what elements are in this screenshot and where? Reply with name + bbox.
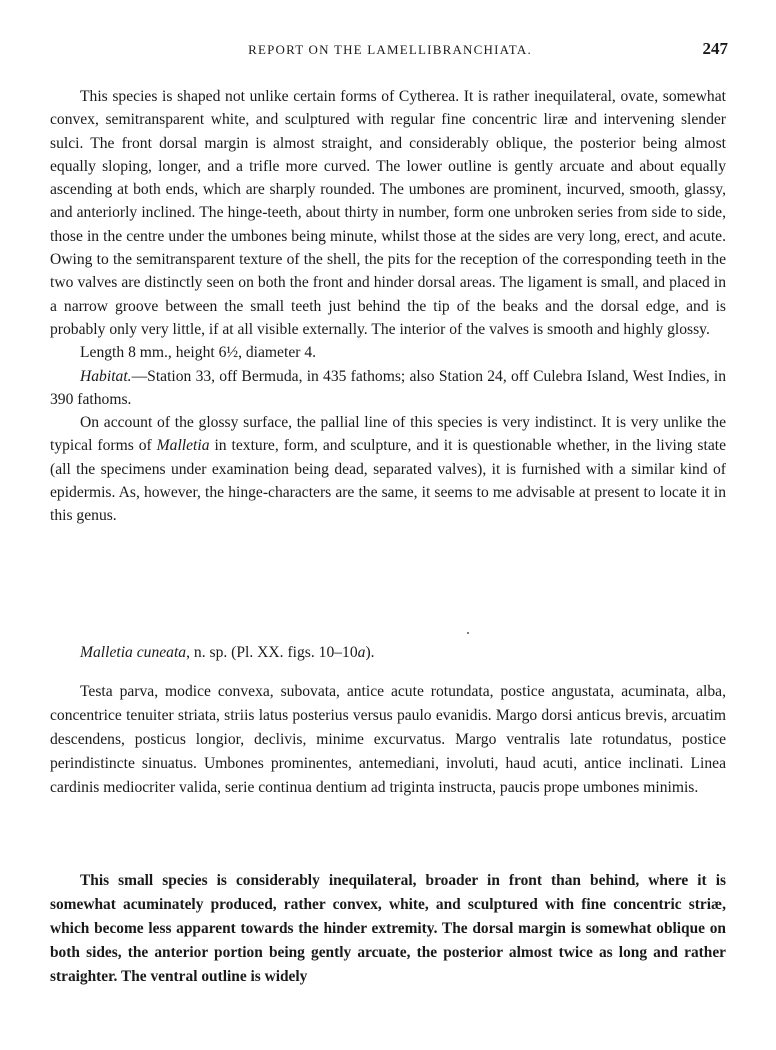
remarks-part1: On account of the glossy surface, the pallial line of this species is very indistinct. It is very unlike the typical forms of — [50, 414, 726, 455]
english-description-block — [50, 869, 726, 989]
habitat-text: —Station 33, off Bermuda, in 435 fathoms; also Station 24, off Culebra Island, West Indies, in 390 fathoms. — [50, 367, 726, 408]
habitat-paragraph — [50, 365, 726, 412]
species-close: ). — [365, 644, 375, 661]
remarks-part2: in texture, form, and sculpture, and it is questionable whether, in the living state (all the specimens under examination being dead, separated valves), it is furnished with a similar kind of epidermis. As, however, the hinge-characters are the same, it seems to me advisable at present to locate it in this genus. — [50, 437, 727, 525]
remarks-paragraph — [50, 411, 726, 527]
stray-mark — [467, 632, 469, 634]
latin-diagnosis-block — [50, 680, 726, 800]
species-name: Malletia cuneata — [80, 644, 187, 661]
description-paragraph: This species is shaped not unlike certain forms of Cytherea. It is rather inequilateral, ovate, somewhat convex, semitransparent white, and sculptured with regular fine concentric liræ and intervening slender sulci. The front dorsal margin is almost straight, and considerably oblique, the posterior being almost equally sloping, longer, and a trifle more curved. The lower outline is gently arcuate and about equally ascending at both ends, which are sharply rounded. The umbones are prominent, incurved, smooth, glassy, and anteriorly inclined. The hinge-teeth, about thirty in number, form one unbroken series from side to side, those in the centre under the umbones being minute, whilst those at the sides are very long, erect, and acute. Owing to the semitransparent texture of the shell, the pits for the reception of the corresponding teeth in the two valves are distinctly seen on both the front and hinder dorsal areas. The ligament is small, and placed in a narrow groove between the small teeth just behind the tip of the beaks and the dorsal edge, and is probably only very little, if at all visible externally. The interior of the valves is smooth and highly glossy. — [50, 88, 726, 338]
species-suffix: , n. sp. (Pl. XX. figs. 10–10 — [186, 644, 358, 661]
species-description-section — [50, 85, 726, 528]
measurements-paragraph: Length 8 mm., height 6½, diameter 4. — [80, 344, 317, 362]
species-heading — [50, 641, 726, 664]
habitat-label: Habitat. — [80, 367, 132, 385]
species-heading-block — [50, 641, 726, 664]
running-title: REPORT ON THE LAMELLIBRANCHIATA. — [248, 42, 532, 57]
page-header — [52, 39, 728, 66]
remarks-genus: Malletia — [156, 437, 210, 455]
figure-letter: a — [357, 644, 366, 661]
page-number: 247 — [702, 39, 728, 58]
latin-diagnosis: Testa parva, modice convexa, subovata, antice acute rotundata, postice angustata, acuminata, alba, concentrice tenuiter striata, striis latus posterius versus paulo evanidis. Margo dorsi anticus brevis, arcuatim descendens, posticus longior, declivis, minime excurvatus. Margo ventralis late rotundatus, postice perindistincte sinuatus. Umbones prominentes, antemediani, involuti, haud acuti, antice inclinati. Linea cardinis mediocriter valida, serie continua dentium ad triginta instructa, paucis prope umbones minimis. — [50, 683, 726, 796]
english-description: This small species is considerably inequilateral, broader in front than behind, where it is somewhat acuminately produced, rather convex, white, and sculptured with fine concentric striæ, which become less apparent towards the hinder extremity. The dorsal margin is somewhat oblique on both sides, the anterior portion being gently arcuate, the posterior almost twice as long and rather straighter. The ventral outline is widely — [50, 872, 726, 985]
